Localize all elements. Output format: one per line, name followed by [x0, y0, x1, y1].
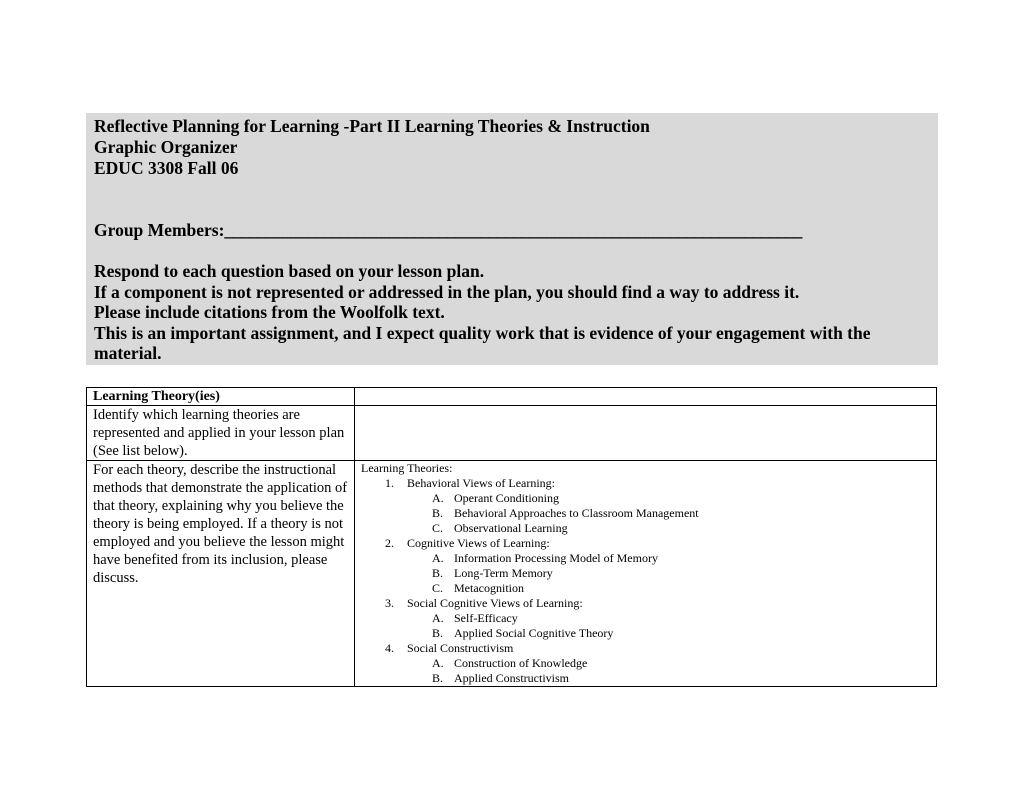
identify-prompt-cell: Identify which learning theories are represented and applied in your lesson plan (See list below).	[87, 406, 355, 461]
table-row	[87, 461, 937, 687]
subtheory-letter: A.	[432, 656, 444, 670]
subtheory-letter: A.	[432, 551, 444, 565]
title-line-2: Graphic Organizer	[94, 137, 238, 157]
subtheory-label: Self-Efficacy	[454, 611, 518, 625]
subtheory-item	[361, 506, 930, 521]
learning-theories-table	[86, 387, 937, 687]
subtheory-item	[361, 566, 930, 581]
subtheory-item	[361, 551, 930, 566]
subtheory-label: Observational Learning	[454, 521, 568, 535]
theory-label: Social Constructivism	[407, 641, 514, 655]
theory-number: 4.	[385, 641, 394, 655]
describe-prompt-cell: For each theory, describe the instructional methods that demonstrate the application of that theory, explaining why you believe the theory is being employed. If a theory is not employed and you believe the lesson might have benefited from its inclusion, please discuss.	[87, 461, 355, 687]
subtheory-letter: A.	[432, 611, 444, 625]
theory-number: 3.	[385, 596, 394, 610]
table-header-empty-cell	[355, 388, 937, 406]
subtheory-label: Information Processing Model of Memory	[454, 551, 658, 565]
subtheory-label: Long-Term Memory	[454, 566, 553, 580]
subtheory-item	[361, 656, 930, 671]
subtheory-label: Behavioral Approaches to Classroom Management	[454, 506, 699, 520]
subtheory-label: Construction of Knowledge	[454, 656, 588, 670]
theory-label: Social Cognitive Views of Learning:	[407, 596, 583, 610]
subtheory-item	[361, 611, 930, 626]
instruction-3: Please include citations from the Woolfolk text.	[94, 302, 445, 322]
identify-response-cell[interactable]	[355, 406, 937, 461]
subtheory-item	[361, 491, 930, 506]
subtheory-label: Metacognition	[454, 581, 524, 595]
instruction-4: This is an important assignment, and I expect quality work that is evidence of your engagement with the material.	[94, 322, 871, 363]
theory-label: Behavioral Views of Learning:	[407, 476, 556, 490]
table-row	[87, 406, 937, 461]
subtheory-item	[361, 581, 930, 596]
subtheory-label: Applied Constructivism	[454, 671, 569, 685]
subtheory-letter: B.	[432, 671, 444, 685]
table-header-row	[87, 388, 937, 406]
subtheory-letter: A.	[432, 491, 444, 505]
theories-heading: Learning Theories:	[361, 461, 453, 475]
instruction-2: If a component is not represented or addressed in the plan, you should find a way to address it.	[94, 281, 800, 302]
subtheory-label: Applied Social Cognitive Theory	[454, 626, 614, 640]
subtheory-letter: B.	[432, 506, 444, 520]
theory-list	[361, 476, 930, 686]
theory-item	[361, 476, 930, 491]
subtheory-item	[361, 521, 930, 536]
group-members-line	[94, 220, 930, 241]
subtheory-item	[361, 671, 930, 686]
group-members-label: Group Members:	[94, 220, 225, 240]
subtheory-letter: C.	[432, 581, 444, 595]
theory-item	[361, 536, 930, 551]
theory-number: 2.	[385, 536, 394, 550]
subtheory-letter: B.	[432, 626, 444, 640]
theory-item	[361, 641, 930, 656]
subtheory-letter: B.	[432, 566, 444, 580]
table-header-cell: Learning Theory(ies)	[87, 388, 355, 406]
theory-item	[361, 596, 930, 611]
subtheory-label: Operant Conditioning	[454, 491, 559, 505]
subtheory-letter: C.	[432, 521, 444, 535]
title-line-3: EDUC 3308 Fall 06	[94, 158, 239, 178]
theory-number: 1.	[385, 476, 394, 490]
instruction-1: Respond to each question based on your lesson plan.	[94, 261, 485, 281]
group-members-blank: ______________________________________________________________________	[224, 220, 802, 240]
theories-list-cell[interactable]	[355, 461, 937, 687]
subtheory-item	[361, 626, 930, 641]
theory-label: Cognitive Views of Learning:	[407, 536, 550, 550]
title-line-1: Reflective Planning for Learning -Part II Learning Theories & Instruction	[94, 116, 650, 136]
assignment-header	[86, 113, 938, 365]
